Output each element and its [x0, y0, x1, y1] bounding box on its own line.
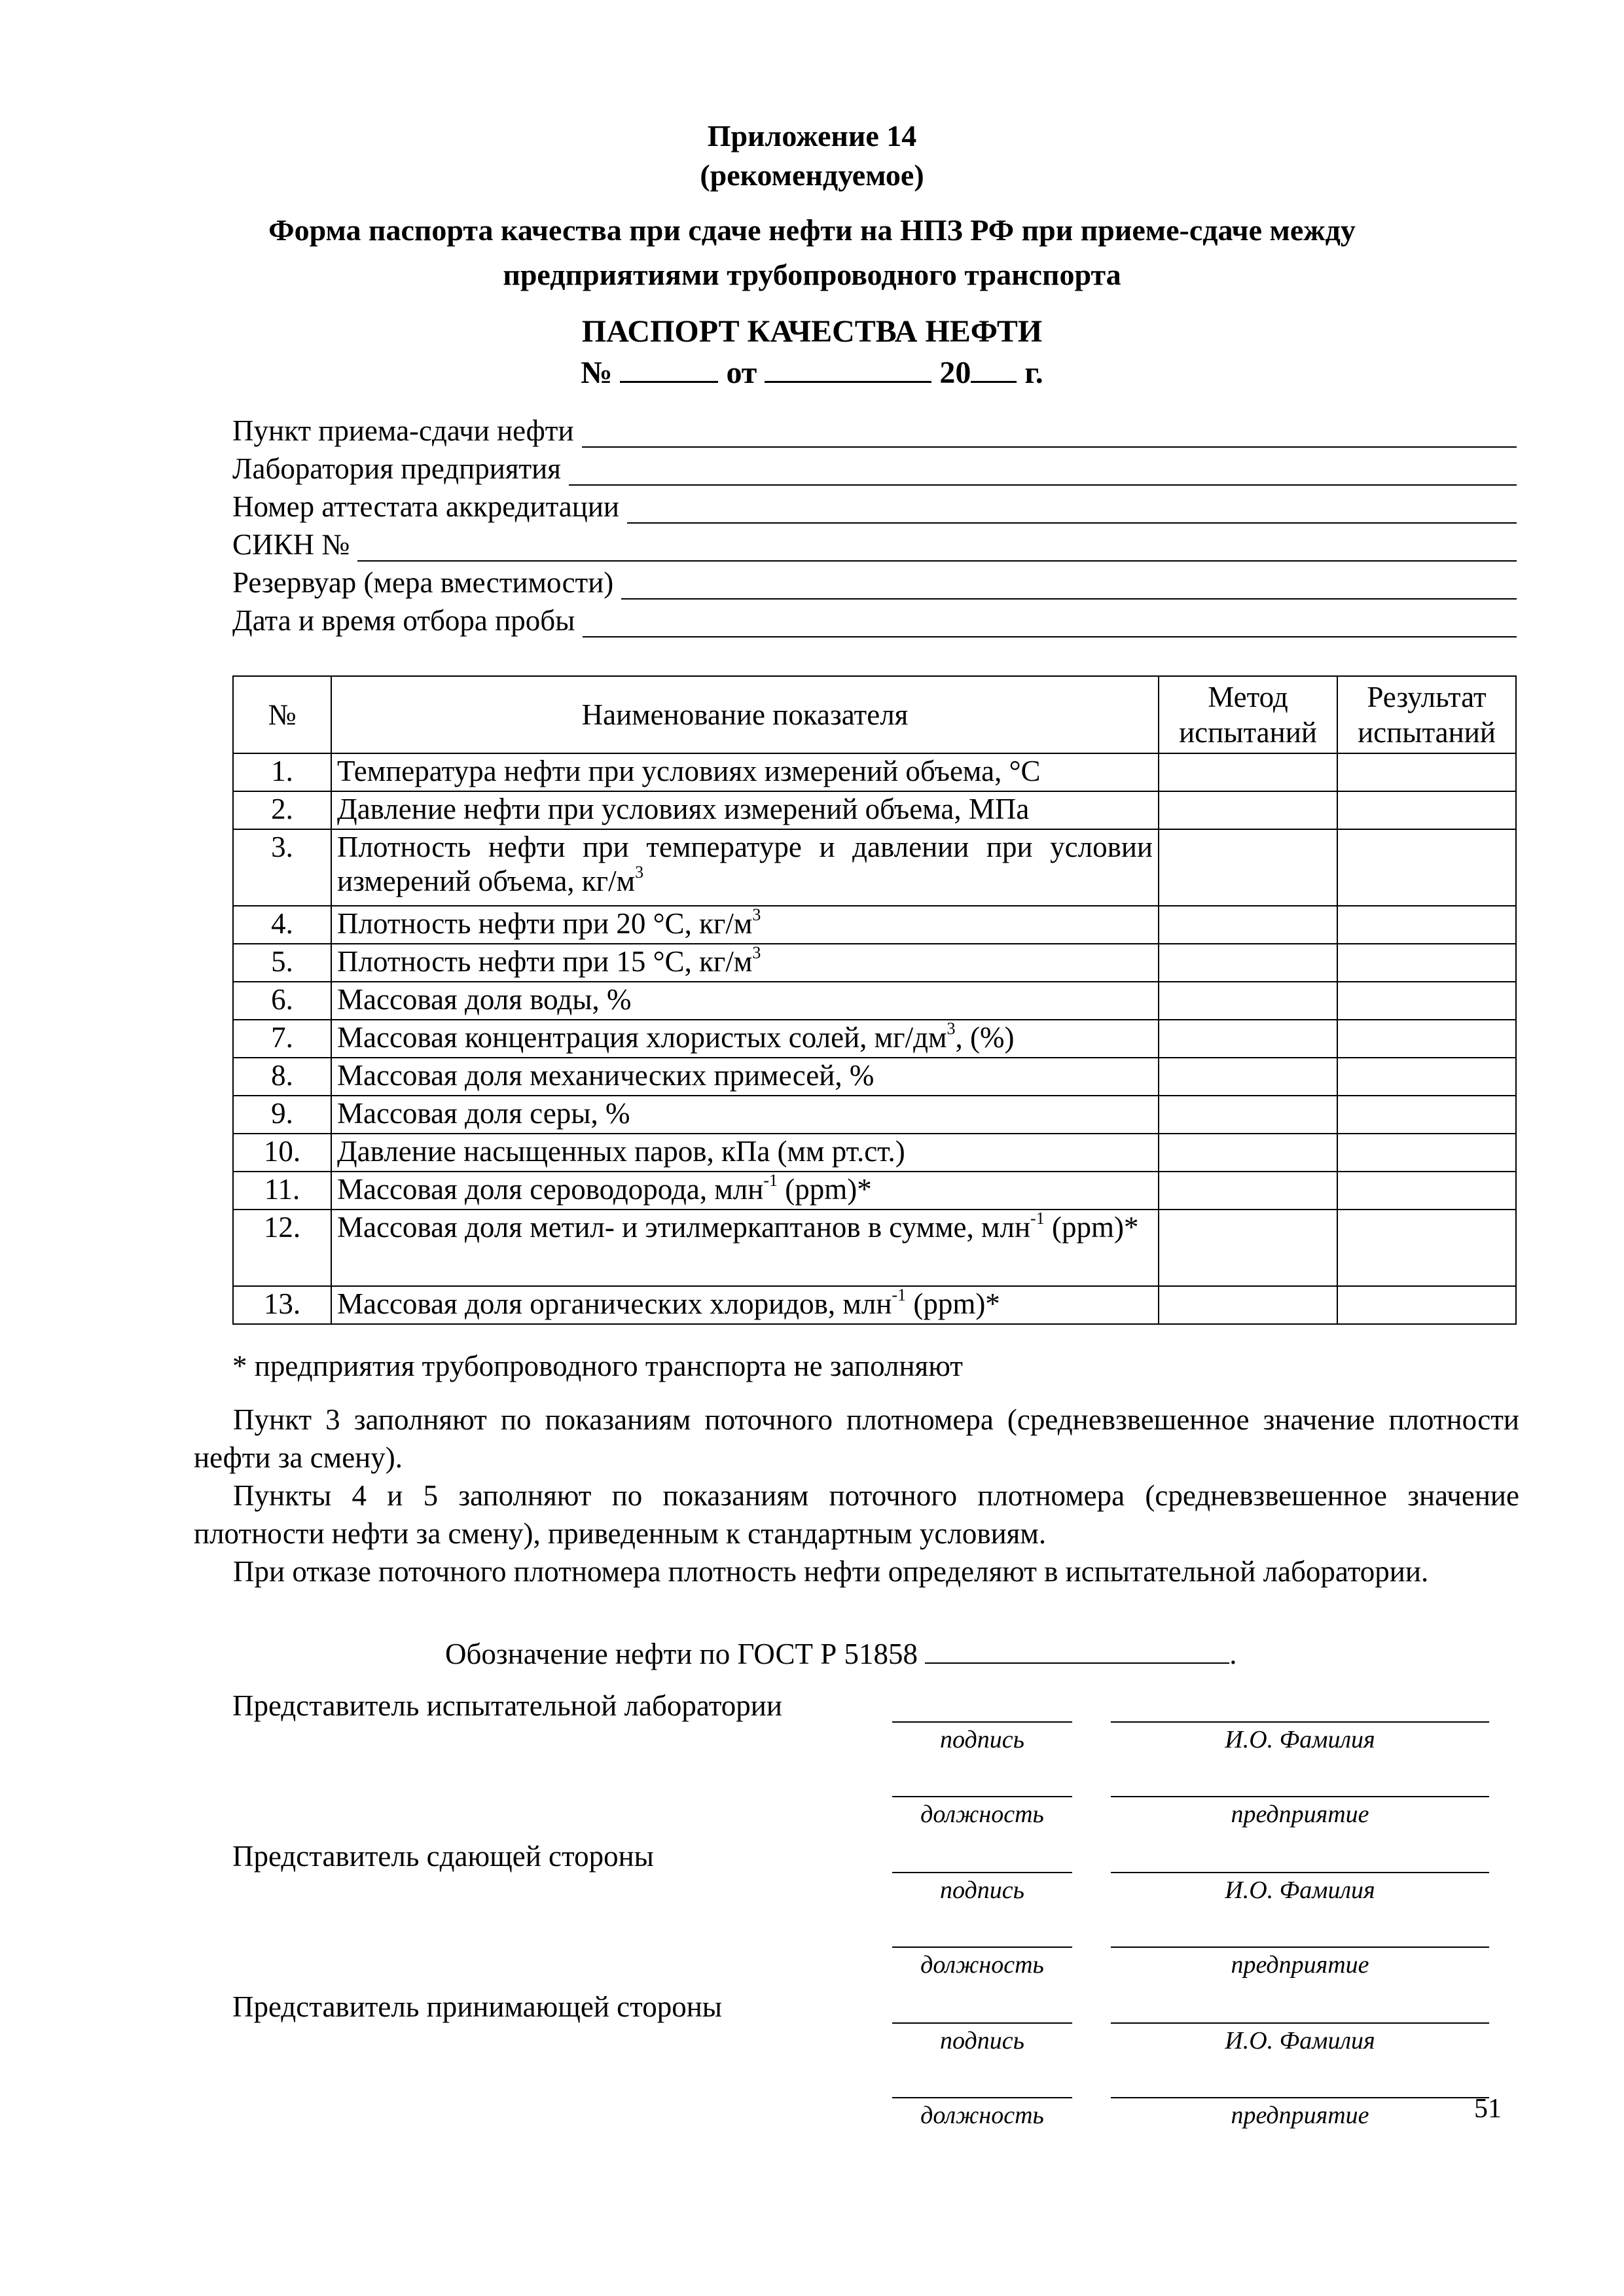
field-sikn[interactable]	[232, 524, 1517, 562]
company-line[interactable]	[1111, 2097, 1489, 2098]
indicator-text: Плотность нефти при температуре и давлении при условии измерений объема, кг/м	[337, 831, 1153, 897]
table-row	[233, 1020, 1516, 1058]
row-indicator	[331, 906, 1159, 944]
result-cell[interactable]	[1337, 982, 1516, 1020]
indicator-superscript: 3	[947, 1019, 956, 1038]
col-header-result-l2: испытаний	[1358, 716, 1496, 749]
table-row	[233, 1134, 1516, 1172]
col-header-method	[1159, 676, 1337, 753]
gost-label: Обозначение нефти по ГОСТ Р 51858	[445, 1638, 918, 1670]
footnote: * предприятия трубопроводного транспорта не заполняют	[232, 1350, 963, 1382]
table-row	[233, 1172, 1516, 1210]
row-number: 7.	[233, 1020, 331, 1058]
representative-label: Представитель сдающей стороны	[232, 1840, 654, 1873]
field-tank[interactable]	[232, 562, 1517, 600]
note-paragraph-1: Пункт 3 заполняют по показаниям поточного плотномера (средневзвешенное значение плотности нефти за смену).	[194, 1403, 1519, 1474]
result-cell[interactable]	[1337, 1134, 1516, 1172]
position-line[interactable]	[892, 1796, 1072, 1797]
form-title-line2: предприятиями трубопроводного транспорта	[503, 258, 1121, 291]
row-number: 5.	[233, 944, 331, 982]
field-label: Дата и время отбора пробы	[232, 604, 575, 637]
table-row	[233, 906, 1516, 944]
result-cell[interactable]	[1337, 791, 1516, 829]
row-indicator	[331, 791, 1159, 829]
company-line[interactable]	[1111, 1946, 1489, 1948]
method-cell[interactable]	[1159, 1210, 1337, 1286]
field-label: Номер аттестата аккредитации	[232, 490, 619, 523]
caption-position: должность	[920, 2102, 1044, 2129]
table-row	[233, 1210, 1516, 1286]
row-number: 2.	[233, 791, 331, 829]
method-cell[interactable]	[1159, 1096, 1337, 1134]
name-line[interactable]	[1111, 2022, 1489, 2024]
result-cell[interactable]	[1337, 944, 1516, 982]
row-indicator	[331, 944, 1159, 982]
row-number: 10.	[233, 1134, 331, 1172]
col-header-result	[1337, 676, 1516, 753]
method-cell[interactable]	[1159, 1058, 1337, 1096]
year-blank[interactable]	[971, 352, 1017, 383]
form-title-line1: Форма паспорта качества при сдаче нефти на НПЗ РФ при приеме-сдаче между	[268, 213, 1356, 247]
method-cell[interactable]	[1159, 982, 1337, 1020]
signature-line[interactable]	[892, 1721, 1072, 1723]
note-paragraph-3: При отказе поточного плотномера плотность нефти определяют в испытательной лаборатории.	[233, 1555, 1429, 1588]
indicator-superscript: -1	[763, 1171, 778, 1190]
method-cell[interactable]	[1159, 1134, 1337, 1172]
result-cell[interactable]	[1337, 1058, 1516, 1096]
caption-company: предприятие	[1231, 1951, 1369, 1979]
year-prefix: 20	[939, 355, 971, 390]
method-cell[interactable]	[1159, 829, 1337, 906]
result-cell[interactable]	[1337, 1210, 1516, 1286]
table-row	[233, 944, 1516, 982]
position-line[interactable]	[892, 1946, 1072, 1948]
caption-signature: подпись	[940, 2027, 1024, 2054]
passport-title: ПАСПОРТ КАЧЕСТВА НЕФТИ	[581, 314, 1043, 349]
indicator-text-suffix: (ppm)*	[1044, 1211, 1139, 1244]
indicator-text: Массовая доля механических примесей, %	[337, 1059, 875, 1092]
number-sign: №	[581, 355, 613, 390]
name-line[interactable]	[1111, 1721, 1489, 1723]
field-line[interactable]	[621, 568, 1517, 600]
caption-signature: подпись	[940, 1876, 1024, 1904]
indicator-text-suffix: (ppm)*	[778, 1173, 872, 1206]
row-indicator	[331, 982, 1159, 1020]
row-indicator	[331, 1134, 1159, 1172]
position-line[interactable]	[892, 2097, 1072, 2098]
passport-number-line	[0, 352, 1624, 392]
representative-label: Представитель принимающей стороны	[232, 1990, 723, 2023]
field-line[interactable]	[357, 530, 1517, 562]
appendix-status: (рекомендуемое)	[700, 158, 924, 192]
signature-line[interactable]	[892, 2022, 1072, 2024]
method-cell[interactable]	[1159, 944, 1337, 982]
year-suffix: г.	[1024, 355, 1043, 390]
col-header-num: №	[233, 676, 331, 753]
from-label: от	[726, 355, 757, 390]
name-line[interactable]	[1111, 1872, 1489, 1873]
row-number: 11.	[233, 1172, 331, 1210]
method-cell[interactable]	[1159, 1172, 1337, 1210]
table-row	[233, 791, 1516, 829]
row-number: 8.	[233, 1058, 331, 1096]
table-row	[233, 1286, 1516, 1324]
table-row	[233, 753, 1516, 791]
row-indicator	[331, 1096, 1159, 1134]
col-header-method-l2: испытаний	[1179, 716, 1317, 749]
row-number: 13.	[233, 1286, 331, 1324]
row-indicator	[331, 1058, 1159, 1096]
col-header-name: Наименование показателя	[331, 676, 1159, 753]
table-row	[233, 982, 1516, 1020]
caption-position: должность	[920, 1951, 1044, 1979]
indicator-text: Давление нефти при условиях измерений объема, МПа	[337, 793, 1030, 825]
indicator-superscript: 3	[752, 905, 761, 924]
representative-label: Представитель испытательной лаборатории	[232, 1689, 782, 1722]
field-sampling-date[interactable]	[232, 600, 1517, 637]
indicator-text: Массовая доля воды, %	[337, 983, 632, 1016]
indicator-text-suffix: (ppm)*	[906, 1287, 1000, 1320]
caption-signature: подпись	[940, 1726, 1024, 1753]
note-paragraph-2: Пункты 4 и 5 заполняют по показаниям поточного плотномера (средневзвешенное значение плотности нефти за смену), приведенным к стандартным условиям.	[194, 1479, 1519, 1550]
indicator-text: Массовая доля серы, %	[337, 1097, 630, 1130]
col-header-result-l1: Результат	[1367, 681, 1487, 713]
row-number: 9.	[233, 1096, 331, 1134]
field-line[interactable]	[569, 454, 1517, 486]
method-cell[interactable]	[1159, 906, 1337, 944]
indicator-superscript: 3	[635, 863, 644, 882]
indicator-superscript: -1	[1030, 1209, 1045, 1228]
indicator-text: Температура нефти при условиях измерений объема, °С	[337, 755, 1041, 787]
row-number: 12.	[233, 1210, 331, 1286]
indicator-text-suffix: , (%)	[955, 1021, 1015, 1054]
method-cell[interactable]	[1159, 1286, 1337, 1324]
company-line[interactable]	[1111, 1796, 1489, 1797]
indicator-superscript: 3	[752, 943, 761, 962]
field-laboratory[interactable]	[232, 448, 1517, 486]
row-indicator	[331, 829, 1159, 906]
row-indicator	[331, 1210, 1159, 1286]
row-number: 1.	[233, 753, 331, 791]
result-cell[interactable]	[1337, 1286, 1516, 1324]
field-line[interactable]	[582, 416, 1517, 448]
appendix-title: Приложение 14	[707, 119, 917, 152]
signature-line[interactable]	[892, 1872, 1072, 1873]
gost-end: .	[1229, 1638, 1237, 1670]
row-indicator	[331, 1172, 1159, 1210]
result-cell[interactable]	[1337, 829, 1516, 906]
caption-name: И.О. Фамилия	[1225, 2027, 1375, 2054]
field-line[interactable]	[627, 492, 1517, 524]
date-blank[interactable]	[765, 352, 931, 383]
indicator-text: Плотность нефти при 20 °С, кг/м	[337, 907, 753, 940]
field-line[interactable]	[583, 606, 1517, 637]
page-number: 51	[1474, 2094, 1502, 2124]
table-row	[233, 829, 1516, 906]
indicator-text: Массовая концентрация хлористых солей, мг/дм	[337, 1021, 947, 1054]
field-label: Лаборатория предприятия	[232, 452, 561, 485]
field-label: Пункт приема-сдачи нефти	[232, 414, 574, 447]
field-label: Резервуар (мера вместимости)	[232, 566, 614, 599]
caption-name: И.О. Фамилия	[1225, 1726, 1375, 1753]
row-indicator	[331, 1020, 1159, 1058]
row-indicator	[331, 1286, 1159, 1324]
info-fields	[232, 410, 1517, 637]
result-cell[interactable]	[1337, 1020, 1516, 1058]
caption-company: предприятие	[1231, 1801, 1369, 1828]
result-cell[interactable]	[1337, 1172, 1516, 1210]
row-indicator	[331, 753, 1159, 791]
indicator-text: Давление насыщенных паров, кПа (мм рт.ст.)	[337, 1135, 905, 1168]
method-cell[interactable]	[1159, 791, 1337, 829]
field-point[interactable]	[232, 410, 1517, 448]
indicator-text: Массовая доля органических хлоридов, млн	[337, 1287, 892, 1320]
number-blank[interactable]	[620, 352, 718, 383]
indicator-text: Массовая доля сероводорода, млн	[337, 1173, 764, 1206]
row-number: 6.	[233, 982, 331, 1020]
field-accreditation[interactable]	[232, 486, 1517, 524]
indicator-text: Массовая доля метил- и этилмеркаптанов в сумме, млн	[337, 1211, 1031, 1244]
caption-company: предприятие	[1231, 2102, 1369, 2129]
result-cell[interactable]	[1337, 1096, 1516, 1134]
gost-designation	[445, 1635, 1236, 1673]
result-cell[interactable]	[1337, 906, 1516, 944]
indicator-text: Плотность нефти при 15 °С, кг/м	[337, 945, 753, 978]
gost-blank[interactable]	[925, 1636, 1229, 1664]
result-cell[interactable]	[1337, 753, 1516, 791]
indicator-superscript: -1	[892, 1285, 907, 1304]
quality-table	[232, 675, 1517, 1325]
table-row	[233, 1058, 1516, 1096]
field-label: СИКН №	[232, 528, 350, 561]
row-number: 4.	[233, 906, 331, 944]
table-row	[233, 1096, 1516, 1134]
method-cell[interactable]	[1159, 753, 1337, 791]
row-number: 3.	[233, 829, 331, 906]
caption-name: И.О. Фамилия	[1225, 1876, 1375, 1904]
col-header-method-l1: Метод	[1208, 681, 1288, 713]
caption-position: должность	[920, 1801, 1044, 1828]
method-cell[interactable]	[1159, 1020, 1337, 1058]
